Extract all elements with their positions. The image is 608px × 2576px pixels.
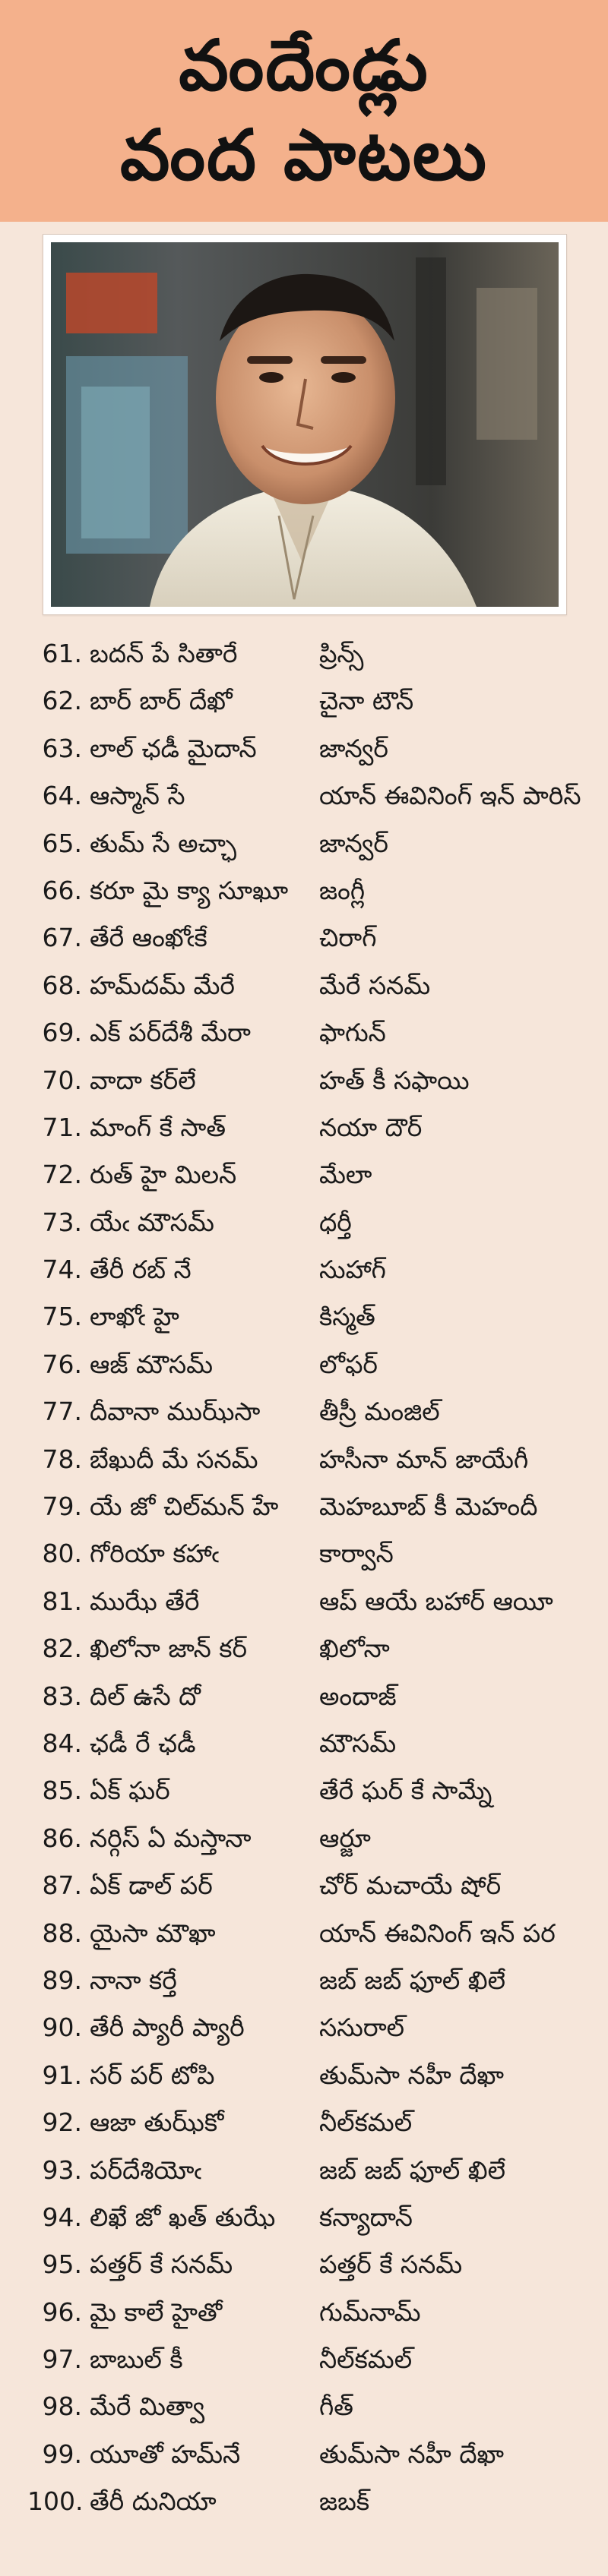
song-number: 94. [42, 2202, 82, 2232]
song-title: రుత్ హై మిలన్ [90, 1160, 237, 1190]
film-title: మెహబూబ్ కీ మెహందీ [319, 1492, 538, 1522]
list-item [0, 1720, 608, 1767]
song-title: లాఖోఁ హై [90, 1302, 179, 1332]
song-number: 81. [42, 1586, 82, 1616]
song-title: ముఝే తేరే [90, 1586, 200, 1616]
list-item [0, 1104, 608, 1151]
song-title: లాల్ ఛడీ మైదాన్ [90, 733, 257, 763]
song-number: 89. [42, 1965, 82, 1995]
song-number: 76. [42, 1349, 82, 1379]
song-number: 68. [42, 970, 82, 1000]
song-number: 69. [42, 1018, 82, 1048]
portrait-illustration [51, 242, 559, 607]
song-title: దిల్ ఉసే దో [90, 1681, 201, 1711]
film-title: హత్ కీ సఫాయి [319, 1065, 470, 1095]
song-number: 95. [42, 2249, 82, 2280]
song-title: యే జో చిల్‌మన్ హే [90, 1492, 279, 1522]
film-title: చిరాగ్ [319, 923, 377, 953]
song-title: వాదా కర్‌లే [90, 1065, 196, 1095]
film-title: నీల్‌కమల్ [319, 2344, 413, 2375]
song-title: తేరీ దునియా [90, 2486, 217, 2517]
song-number: 86. [42, 1823, 82, 1853]
film-title: జబక్ [319, 2486, 370, 2517]
list-item [0, 1388, 608, 1435]
list-item [0, 725, 608, 772]
film-title: నీల్‌కమల్ [319, 2107, 413, 2138]
song-title: తేరీ రబ్ నే [90, 1255, 192, 1285]
song-list [0, 630, 608, 2526]
film-title: సుహాగ్ [319, 1255, 386, 1285]
song-title: గోరియా కహాఁ [90, 1539, 220, 1569]
song-number: 93. [42, 2155, 82, 2185]
list-item [0, 2004, 608, 2051]
list-item [0, 772, 608, 819]
film-title: హసీనా మాన్ జాయేగీ [319, 1444, 529, 1474]
song-title: నానా కర్తే [90, 1965, 177, 1995]
song-number: 74. [42, 1255, 82, 1285]
list-item [0, 1862, 608, 1909]
film-title: ఖిలోనా [319, 1634, 390, 1664]
film-title: తేరే ఘర్ కే సామ్నే [319, 1776, 492, 1806]
song-number: 91. [42, 2060, 82, 2090]
song-title: ఖిలోనా జాన్ కర్ [90, 1634, 248, 1664]
list-item [0, 1910, 608, 1957]
song-number: 66. [42, 875, 82, 905]
song-title: బాబుల్ కీ [90, 2344, 183, 2375]
song-title: ఆస్మాన్ సే [90, 781, 185, 811]
song-number: 97. [42, 2344, 82, 2375]
film-title: గుమ్‌నామ్ [319, 2297, 421, 2327]
film-title: తుమ్‌సా నహీ దేఖా [319, 2060, 505, 2090]
song-number: 71. [42, 1112, 82, 1142]
list-item [0, 867, 608, 914]
song-title: పత్తర్ కే సనమ్ [90, 2249, 233, 2280]
film-title: ఆర్జూ [319, 1823, 371, 1853]
song-number: 72. [42, 1160, 82, 1190]
song-number: 87. [42, 1870, 82, 1901]
list-item [0, 1293, 608, 1340]
film-title: మేలా [319, 1160, 372, 1190]
list-item [0, 2289, 608, 2336]
list-item [0, 2099, 608, 2146]
list-item [0, 1673, 608, 1720]
list-item [0, 1767, 608, 1814]
list-item [0, 1815, 608, 1862]
list-item [0, 914, 608, 961]
list-item [0, 1436, 608, 1483]
list-item [0, 1957, 608, 2004]
song-title: నర్గిస్ ఏ మస్తానా [90, 1823, 252, 1853]
song-title: మై కాలే హైతో [90, 2297, 223, 2327]
song-title: దీవానా ముఝ్‌సా [90, 1397, 261, 1427]
song-number: 62. [42, 686, 82, 716]
song-number: 79. [42, 1492, 82, 1522]
song-title: ఆజా తుఝ్‌కో [90, 2107, 224, 2138]
song-title: కరూ మై క్యా సూఖూ [90, 875, 289, 905]
film-title: లోఫర్ [319, 1349, 378, 1379]
list-item [0, 1246, 608, 1293]
film-title: నయా దౌర్ [319, 1112, 423, 1142]
film-title: జంగ్లీ [319, 875, 366, 905]
list-item [0, 2383, 608, 2430]
film-title: యాన్ ఈవినింగ్ ఇన్ పారిస్ [319, 781, 581, 811]
film-title: తుమ్‌సా నహీ దేఖా [319, 2439, 505, 2469]
film-title: అందాజ్ [319, 1681, 397, 1711]
title-line-1: వందేండ్లు [179, 25, 429, 106]
list-item [0, 630, 608, 677]
list-item [0, 1341, 608, 1388]
list-item [0, 2431, 608, 2478]
song-number: 99. [42, 2439, 82, 2469]
song-title: ఎక్ పర్‌దేశీ మేరా [90, 1018, 251, 1048]
song-number: 63. [42, 733, 82, 763]
song-title: యేఁ మౌసమ్ [90, 1207, 214, 1237]
portrait-photo [51, 242, 559, 607]
song-number: 75. [42, 1302, 82, 1332]
song-title: యూతో హమ్‌నే [90, 2439, 241, 2469]
song-number: 80. [42, 1539, 82, 1569]
song-number: 67. [42, 923, 82, 953]
film-title: చోర్ మచాయే షోర్ [319, 1870, 502, 1901]
song-number: 100. [27, 2486, 84, 2517]
film-title: జబ్ జబ్ ఫూల్ ఖిలే [319, 2155, 506, 2185]
film-title: మేరే సనమ్ [319, 970, 431, 1000]
list-item [0, 820, 608, 867]
film-title: జాన్వర్ [319, 733, 388, 763]
song-number: 96. [42, 2297, 82, 2327]
song-title: బదన్ పే సితారే [90, 639, 238, 668]
song-number: 92. [42, 2107, 82, 2138]
song-number: 78. [42, 1444, 82, 1474]
film-title: జాన్వర్ [319, 828, 388, 858]
song-number: 65. [42, 828, 82, 858]
song-title: లిఖే జో ఖత్ తుఝే [90, 2202, 276, 2232]
song-number: 73. [42, 1207, 82, 1237]
song-title: బేఖుదీ మే సనమ్ [90, 1444, 258, 1474]
song-number: 83. [42, 1681, 82, 1711]
list-item [0, 2147, 608, 2194]
film-title: ఆప్ ఆయే బహార్ ఆయీ [319, 1586, 553, 1616]
list-item [0, 1057, 608, 1104]
film-title: ససురాల్ [319, 2012, 405, 2043]
film-title: చైనా టౌన్ [319, 686, 414, 716]
song-number: 85. [42, 1776, 82, 1806]
film-title: ఫాగున్ [319, 1018, 386, 1048]
song-title: మేరే మిత్వా [90, 2391, 205, 2422]
photo-frame [43, 234, 567, 615]
song-title: బార్ బార్ దేఖో [90, 686, 233, 716]
list-item [0, 1530, 608, 1577]
song-title: సర్ పర్ టోపి [90, 2060, 215, 2090]
film-title: పత్తర్ కే సనమ్ [319, 2249, 463, 2280]
list-item [0, 2336, 608, 2383]
film-title: ప్రిన్స్ [319, 639, 364, 668]
song-number: 64. [42, 781, 82, 811]
song-title: ఆజ్ మౌసమ్ [90, 1349, 214, 1379]
song-title: పర్‌దేశియోఁ [90, 2155, 201, 2185]
title-line-2: వంద పాటలు [120, 115, 488, 196]
list-item [0, 2052, 608, 2099]
song-number: 98. [42, 2391, 82, 2422]
song-number: 77. [42, 1397, 82, 1427]
song-number: 70. [42, 1065, 82, 1095]
title-banner [0, 0, 608, 222]
film-title: కార్వాన్ [319, 1539, 394, 1569]
song-title: తేరీ ప్యారీ ప్యారీ [90, 2012, 245, 2043]
song-title: ఛడీ రే ఛడీ [90, 1728, 196, 1758]
song-number: 88. [42, 1918, 82, 1948]
list-item [0, 677, 608, 724]
list-item [0, 1199, 608, 1246]
film-title: ధర్తీ [319, 1207, 352, 1237]
film-title: జబ్ జబ్ ఫూల్ ఖిలే [319, 1965, 506, 1995]
list-item [0, 2478, 608, 2525]
song-number: 84. [42, 1728, 82, 1758]
song-number: 82. [42, 1634, 82, 1664]
song-title: తేరే ఆంఖోఁకే [90, 923, 207, 953]
list-item [0, 1625, 608, 1672]
list-item [0, 1009, 608, 1056]
song-number: 90. [42, 2012, 82, 2043]
film-title: కన్యాదాన్ [319, 2202, 413, 2232]
song-title: తుమ్ సే అచ్ఛా [90, 828, 237, 858]
song-title: ఏక్ డాల్ పర్ [90, 1870, 213, 1901]
song-title: ఏక్ ఘర్ [90, 1776, 170, 1806]
song-title: యైసా మౌఖా [90, 1918, 216, 1948]
film-title: తీస్రీ మంజిల్ [319, 1397, 440, 1427]
song-title: మాంగ్ కే సాత్ [90, 1112, 226, 1142]
film-title: మౌసమ్ [319, 1728, 397, 1758]
song-number: 61. [42, 639, 82, 668]
list-item [0, 1483, 608, 1530]
list-item [0, 1578, 608, 1625]
film-title: గీత్ [319, 2391, 353, 2422]
list-item [0, 962, 608, 1009]
list-item [0, 2194, 608, 2241]
song-title: హమ్‌దమ్ మేరే [90, 970, 235, 1000]
list-item [0, 2241, 608, 2288]
film-title: కిస్మత్ [319, 1302, 375, 1332]
film-title: యాన్ ఈవినింగ్ ఇన్ పర [319, 1918, 556, 1948]
list-item [0, 1151, 608, 1198]
